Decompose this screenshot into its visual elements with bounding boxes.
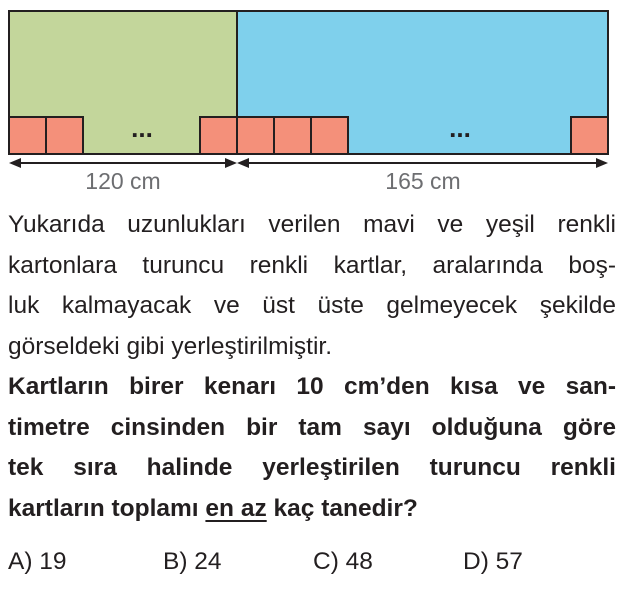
question-line: timetre cinsinden bir tam sayı olduğuna göre <box>8 413 616 441</box>
question-text <box>8 205 616 529</box>
choice-b[interactable]: B) 24 <box>163 548 222 575</box>
orange-card <box>571 117 608 154</box>
choice-d[interactable]: D) 57 <box>463 548 523 575</box>
question-line: tek sıra halinde yerleştirilen turuncu renkli <box>8 454 616 481</box>
question-line: Kartların birer kenarı 10 cm’den kısa ve san- <box>8 373 616 400</box>
question-last-line-start: kartların toplamı <box>8 494 206 522</box>
intro-line: kartonlara turuncu renkli kartlar, aralarında boş- <box>8 251 616 279</box>
orange-card <box>9 117 46 154</box>
left-length-label: 120 cm <box>85 168 161 194</box>
intro-line: luk kalmayacak ve üst üste gelmeyecek şekilde <box>8 292 616 319</box>
intro-line: Yukarıda uzunlukları verilen mavi ve yeşil renkli <box>8 211 616 238</box>
right-dimension-arrow <box>237 158 608 168</box>
orange-card <box>200 117 237 154</box>
right-length-label: 165 cm <box>385 168 461 194</box>
ellipsis-green: ... <box>131 113 153 143</box>
emphasis-en-az: en az <box>205 494 267 522</box>
left-dimension-arrow <box>9 158 237 168</box>
carton-figure <box>0 0 626 200</box>
question-last-line-end: kaç tanedir? <box>266 494 418 522</box>
question-last-line <box>8 489 616 530</box>
orange-card <box>46 117 83 154</box>
orange-card <box>274 117 311 154</box>
choice-a[interactable]: A) 19 <box>8 548 67 575</box>
orange-card <box>237 117 274 154</box>
orange-card <box>311 117 348 154</box>
ellipsis-blue: ... <box>449 113 471 143</box>
intro-line: görseldeki gibi yerleştirilmiştir. <box>8 332 333 360</box>
choice-c[interactable]: C) 48 <box>313 548 373 575</box>
